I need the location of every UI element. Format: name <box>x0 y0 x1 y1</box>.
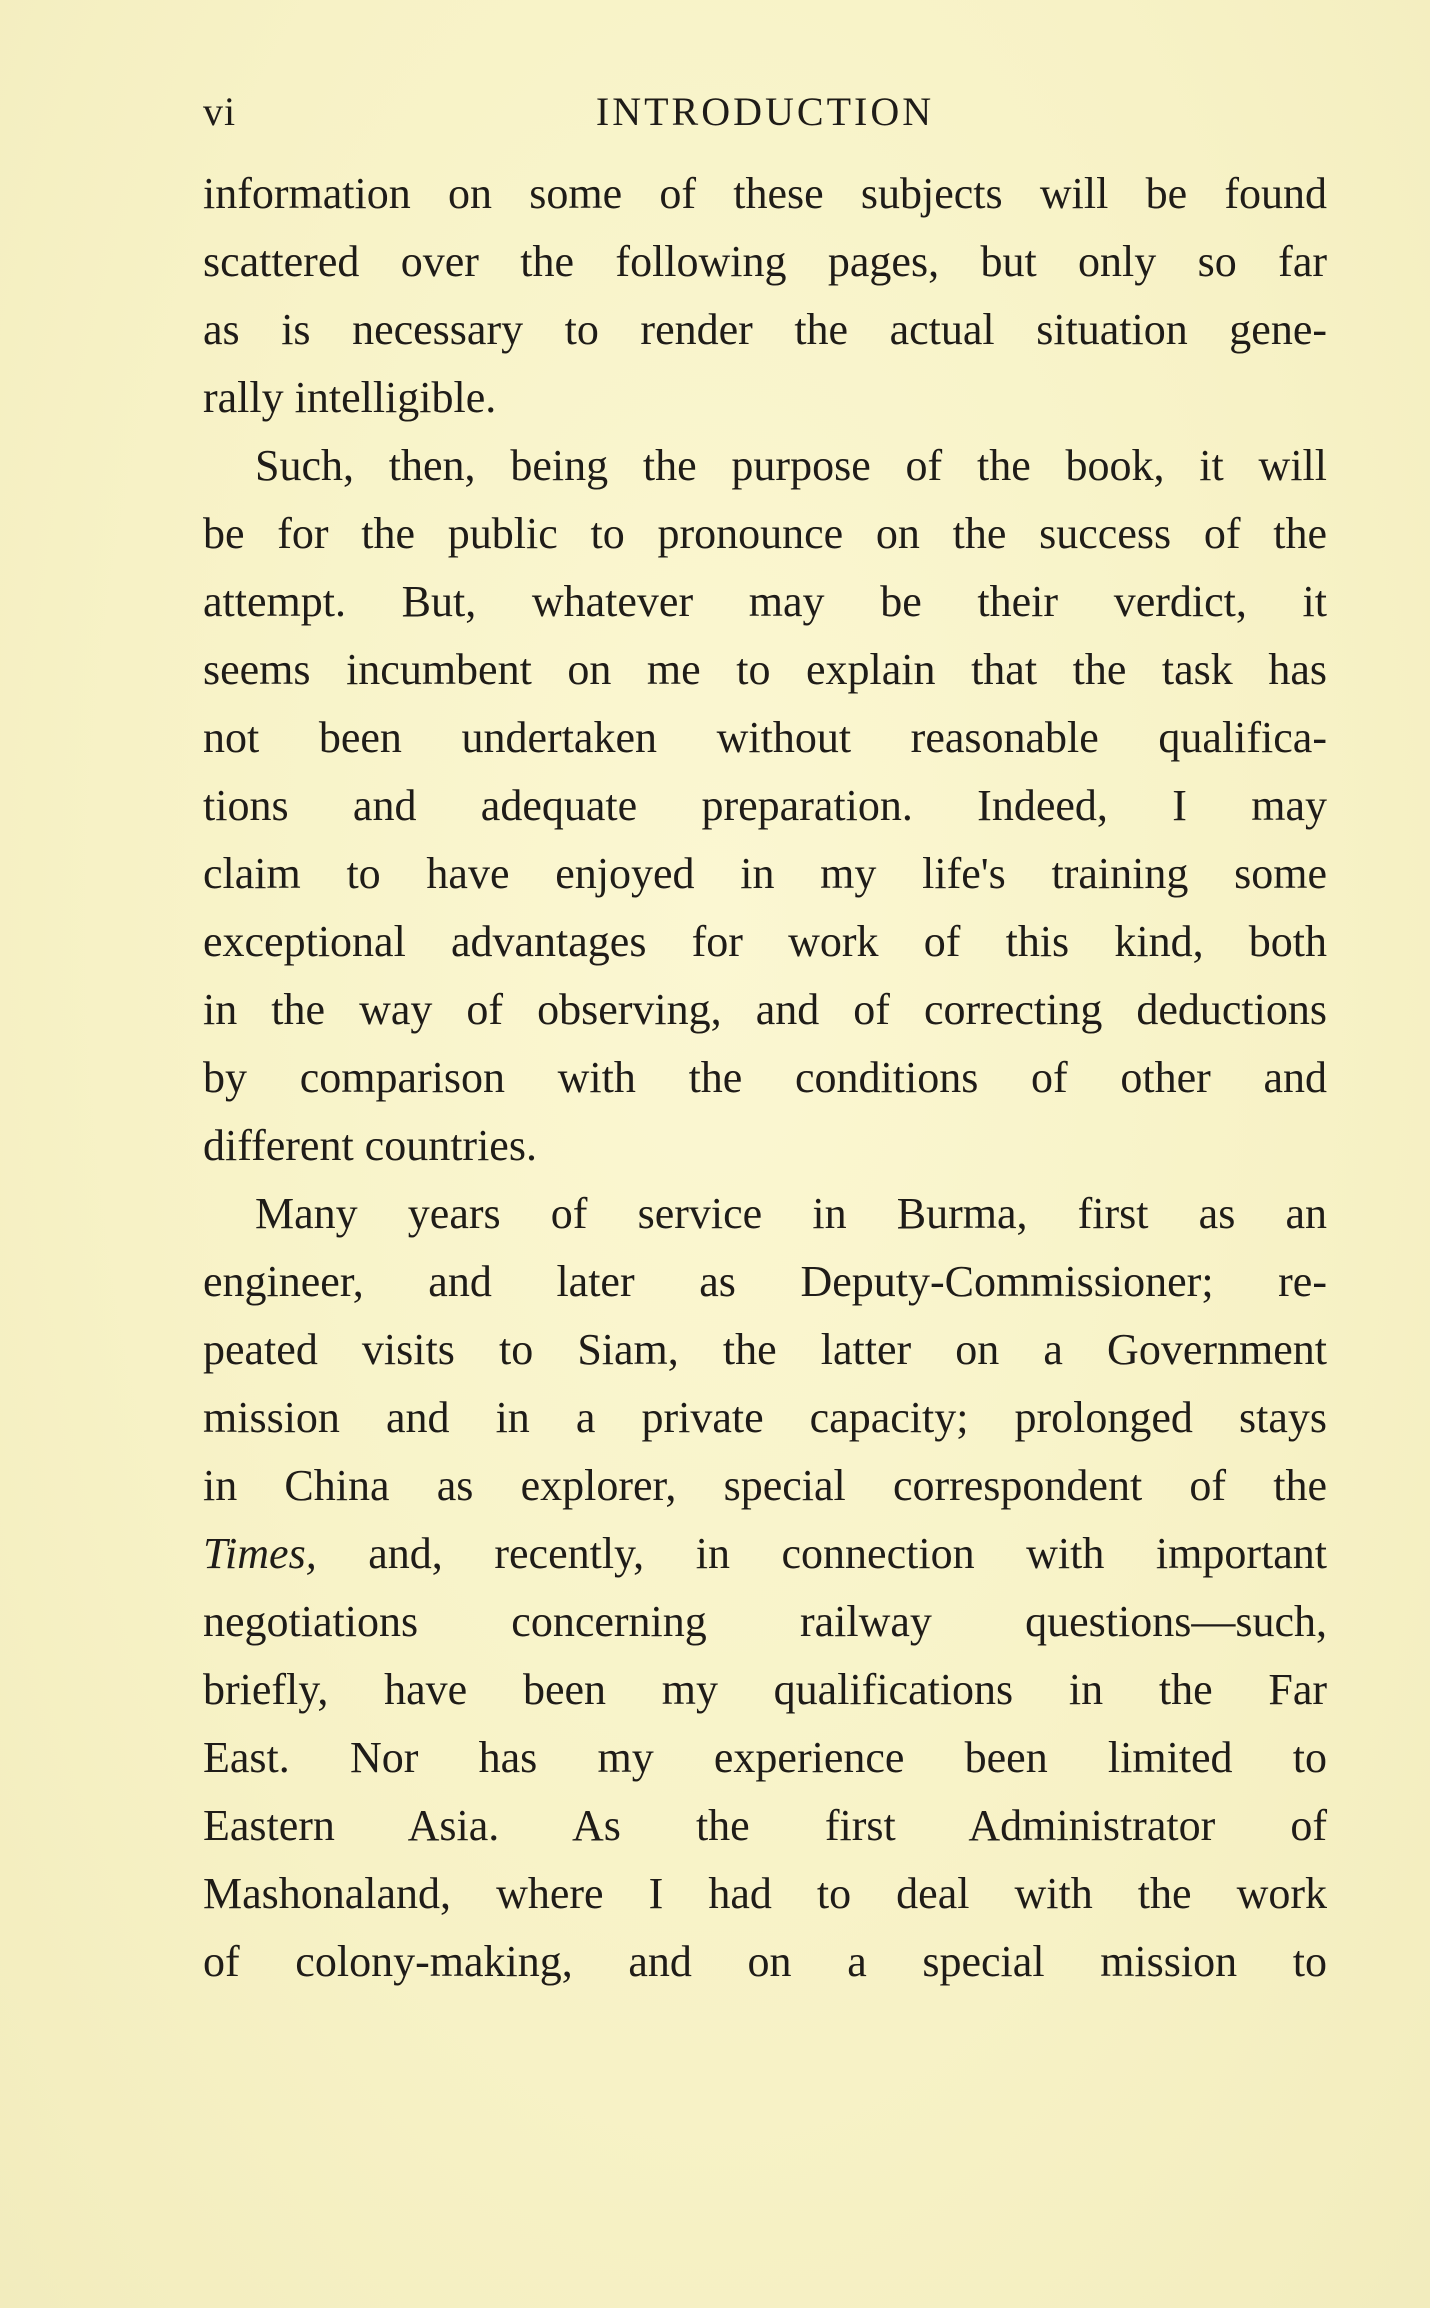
page-number: vi <box>203 89 237 134</box>
text-line: East. Nor has my experience been limited to <box>203 1733 1327 1782</box>
text-line: mission and in a private capacity; prolonged stays <box>203 1393 1327 1442</box>
text-line: different countries. <box>203 1121 537 1170</box>
text-line: peated visits to Siam, the latter on a Government <box>203 1325 1327 1374</box>
body-text <box>203 160 1327 1996</box>
text-line: Such, then, being the purpose of the book, it will <box>255 441 1327 490</box>
text-line: by comparison with the conditions of other and <box>203 1053 1327 1102</box>
text-line: Many years of service in Burma, first as an <box>255 1189 1327 1238</box>
text-line: be for the public to pronounce on the success of the <box>203 509 1327 558</box>
text-line: information on some of these subjects will be found <box>203 169 1327 218</box>
text-line: scattered over the following pages, but only so far <box>203 237 1327 286</box>
text-span: and, recently, in connection with important <box>316 1529 1327 1578</box>
text-line: negotiations concerning railway questions—such, <box>203 1597 1327 1646</box>
text-line <box>203 1520 1327 1588</box>
text-line: attempt. But, whatever may be their verdict, it <box>203 577 1327 626</box>
text-line: briefly, have been my qualifications in the Far <box>203 1665 1327 1714</box>
text-line: claim to have enjoyed in my life's training some <box>203 849 1327 898</box>
text-line: of colony-making, and on a special mission to <box>203 1937 1327 1986</box>
text-line: in the way of observing, and of correcting deductions <box>203 985 1327 1034</box>
text-line: engineer, and later as Deputy-Commissioner; re- <box>203 1257 1327 1306</box>
text-line: not been undertaken without reasonable qualifica- <box>203 713 1327 762</box>
italic-title: Times, <box>203 1529 317 1578</box>
running-title: INTRODUCTION <box>595 89 935 134</box>
text-line: exceptional advantages for work of this kind, both <box>203 917 1327 966</box>
text-line: in China as explorer, special correspondent of the <box>203 1461 1327 1510</box>
text-line: Mashonaland, where I had to deal with the work <box>203 1869 1327 1918</box>
text-line: Eastern Asia. As the first Administrator of <box>203 1801 1327 1850</box>
text-line: rally intelligible. <box>203 373 497 422</box>
text-line: as is necessary to render the actual situation gene- <box>203 305 1327 354</box>
text-line: seems incumbent on me to explain that the task has <box>203 645 1327 694</box>
running-head <box>203 88 1327 148</box>
text-line: tions and adequate preparation. Indeed, I may <box>203 781 1327 830</box>
